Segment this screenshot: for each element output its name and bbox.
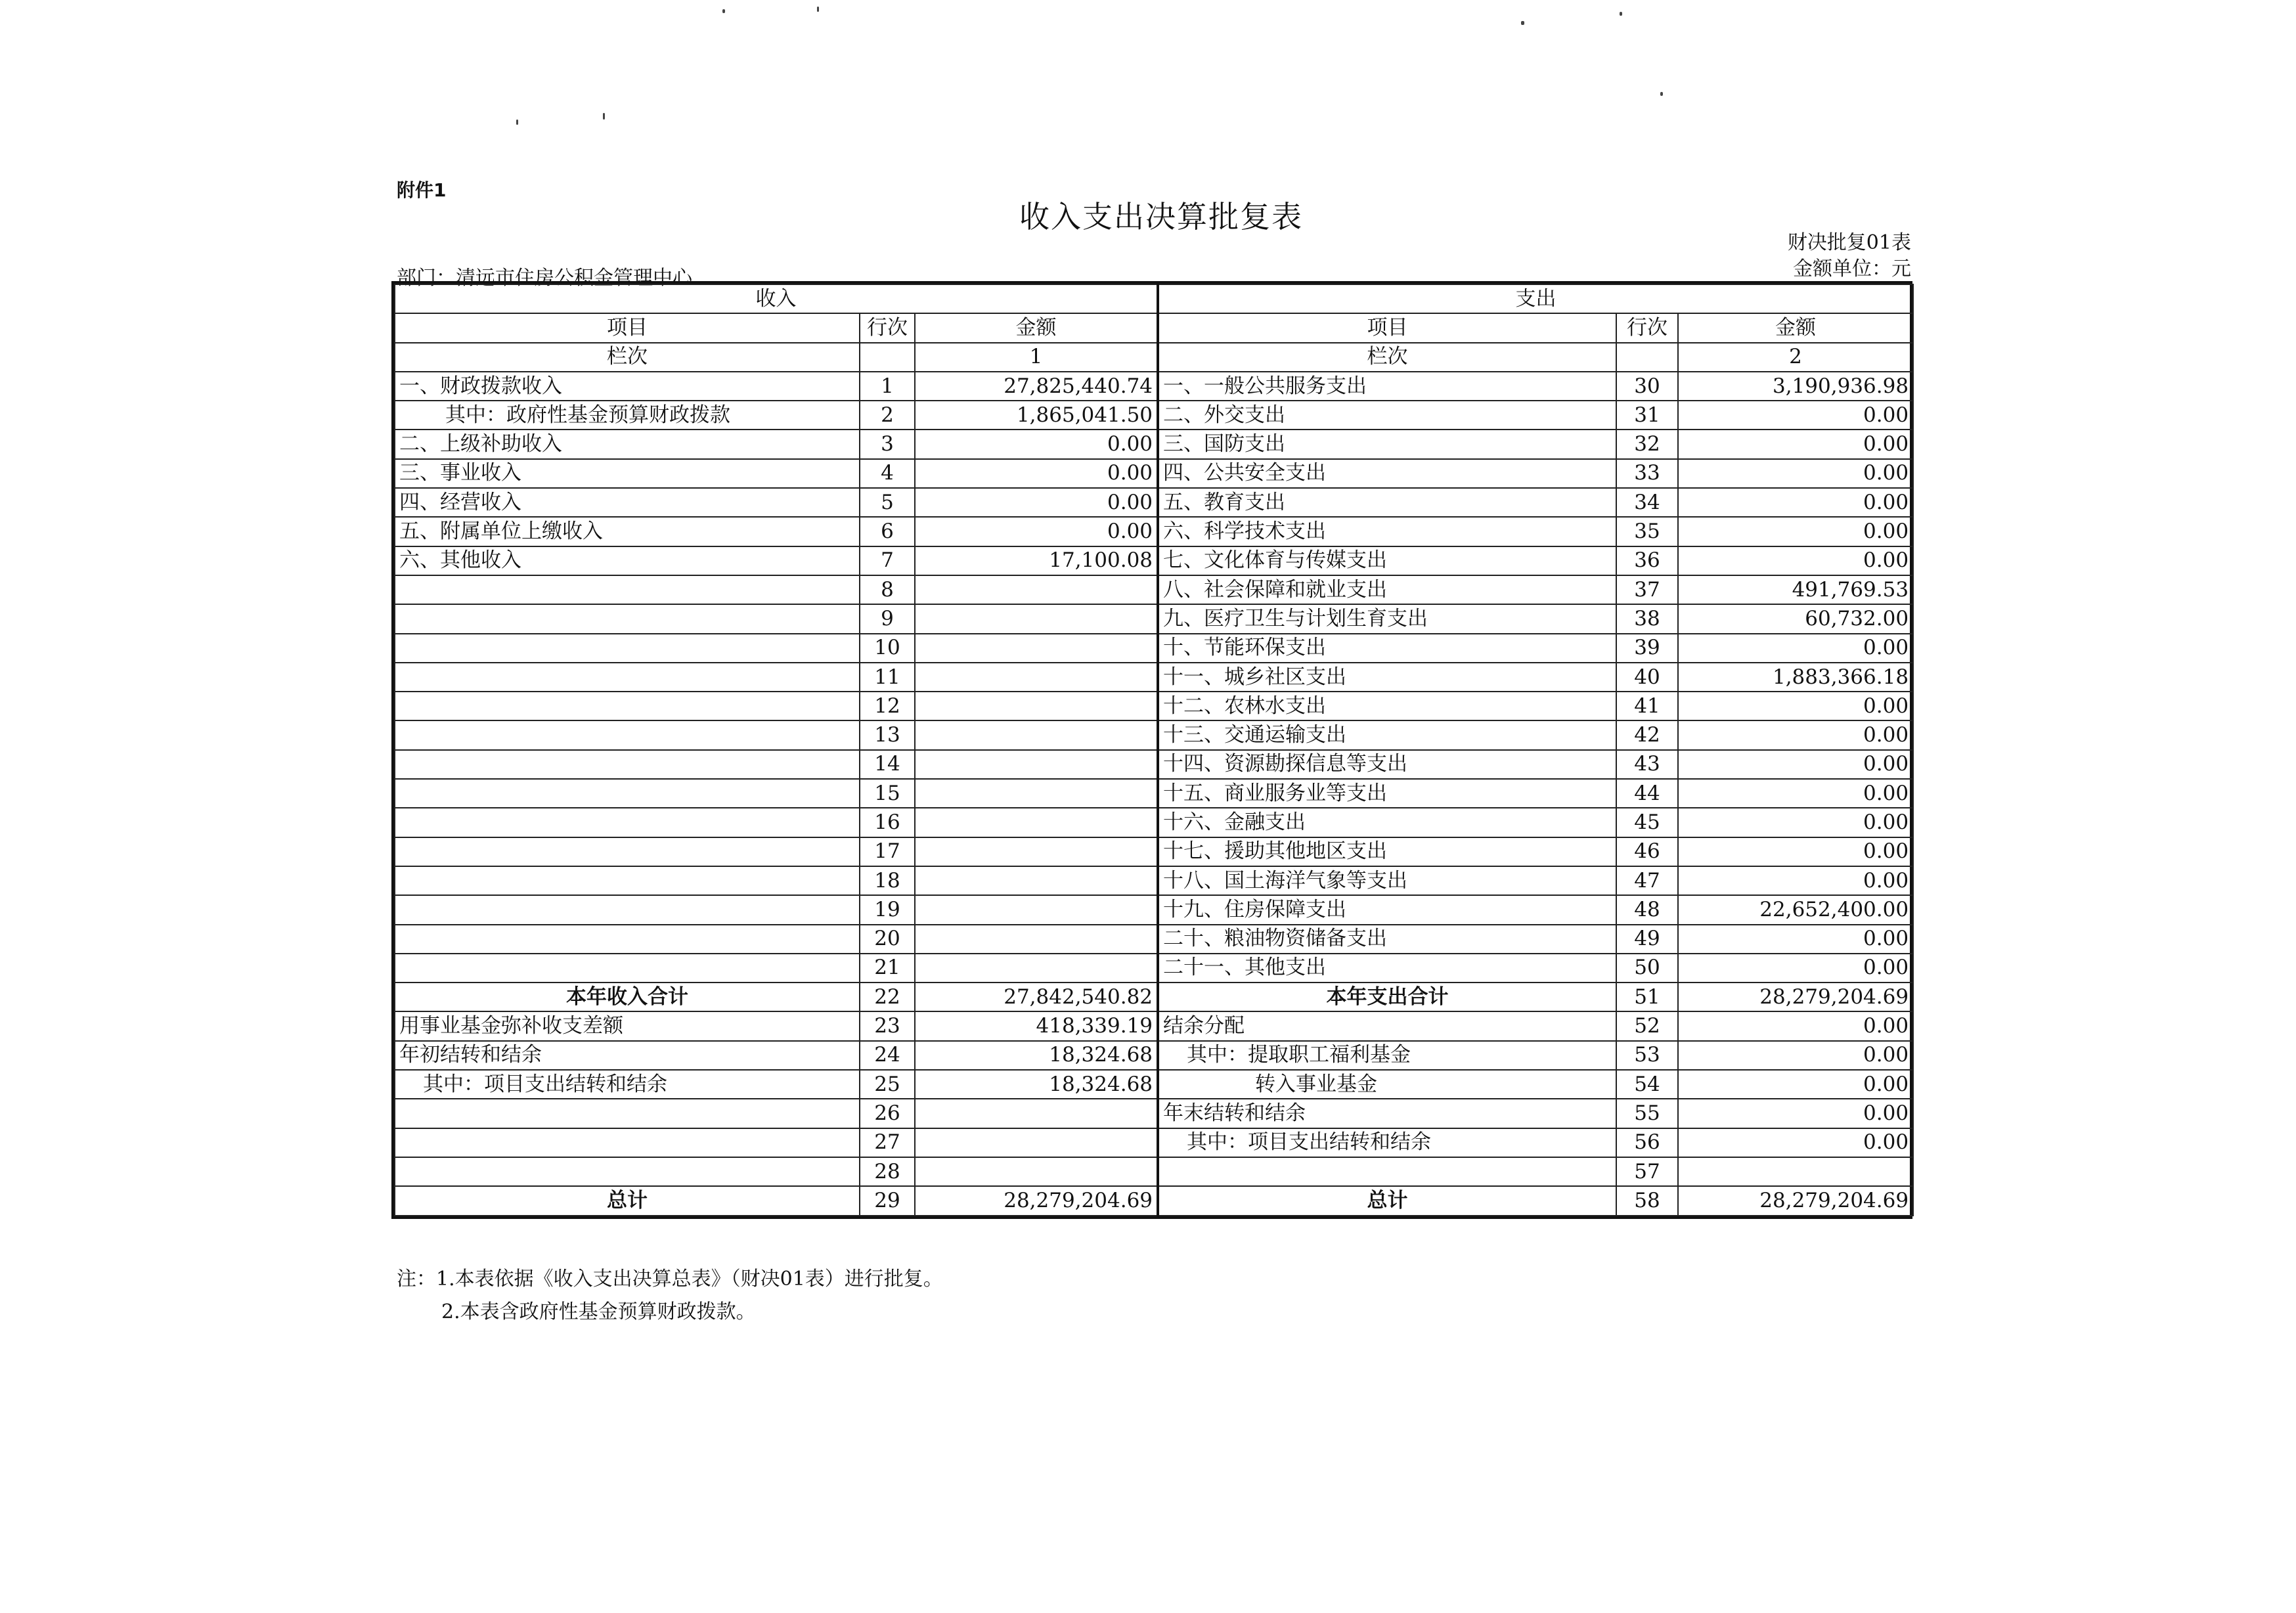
table-row (395, 575, 1913, 604)
income-amount (915, 720, 1158, 749)
expense-amount: 0.00 (1678, 954, 1913, 983)
expense-amount: 0.00 (1678, 488, 1913, 517)
income-amount (915, 663, 1158, 692)
expense-item: 十一、城乡社区支出 (1158, 663, 1616, 692)
expense-line-number: 35 (1616, 517, 1678, 546)
income-line-number: 9 (860, 604, 915, 633)
table-row (395, 866, 1913, 895)
income-amount (915, 1157, 1158, 1186)
income-item: 五、附属单位上缴收入 (395, 517, 860, 546)
income-line-number: 11 (860, 663, 915, 692)
income-amount (915, 779, 1158, 808)
expense-line-number: 34 (1616, 488, 1678, 517)
income-line-number: 7 (860, 546, 915, 575)
expense-amount (1678, 1157, 1913, 1186)
income-item: 一、财政拨款收入 (395, 372, 860, 401)
expense-amount: 60,732.00 (1678, 604, 1913, 633)
income-amount: 0.00 (915, 488, 1158, 517)
income-line-number: 12 (860, 692, 915, 720)
income-item (395, 1128, 860, 1157)
income-line-number: 1 (860, 372, 915, 401)
income-line-number: 26 (860, 1099, 915, 1128)
expense-item: 八、社会保障和就业支出 (1158, 575, 1616, 604)
expense-col-number: 2 (1678, 343, 1913, 372)
expense-amount: 0.00 (1678, 1099, 1913, 1128)
income-amount (915, 750, 1158, 779)
expense-line-number: 46 (1616, 837, 1678, 866)
income-line-number: 10 (860, 634, 915, 663)
income-amount: 418,339.19 (915, 1011, 1158, 1040)
table-row (395, 954, 1913, 983)
table-row (395, 517, 1913, 546)
column-header-row (395, 313, 1913, 342)
income-col-line: 行次 (860, 313, 915, 342)
expense-line-number: 36 (1616, 546, 1678, 575)
expense-amount: 0.00 (1678, 459, 1913, 488)
expense-item: 十六、金融支出 (1158, 808, 1616, 837)
expense-line-number: 44 (1616, 779, 1678, 808)
income-amount (915, 634, 1158, 663)
expense-item: 四、公共安全支出 (1158, 459, 1616, 488)
table-row (395, 1099, 1913, 1128)
expense-item: 十二、农林水支出 (1158, 692, 1616, 720)
expense-item: 十四、资源勘探信息等支出 (1158, 750, 1616, 779)
expense-amount: 0.00 (1678, 634, 1913, 663)
attachment-label: 附件1 (397, 179, 447, 201)
expense-line-number: 40 (1616, 663, 1678, 692)
income-item: 三、事业收入 (395, 459, 860, 488)
income-item (395, 720, 860, 749)
expense-line-number: 57 (1616, 1157, 1678, 1186)
expense-amount: 28,279,204.69 (1678, 983, 1913, 1011)
scan-speck (722, 9, 725, 13)
income-item (395, 895, 860, 924)
income-line-number: 13 (860, 720, 915, 749)
income-line-number: 14 (860, 750, 915, 779)
income-amount (915, 925, 1158, 954)
expense-amount: 1,883,366.18 (1678, 663, 1913, 692)
income-item: 六、其他收入 (395, 546, 860, 575)
income-line-number: 29 (860, 1186, 915, 1215)
income-line-number: 28 (860, 1157, 915, 1186)
table-row (395, 779, 1913, 808)
income-line-number: 18 (860, 866, 915, 895)
income-item: 其中：政府性基金预算财政拨款 (395, 401, 860, 430)
expense-amount: 0.00 (1678, 925, 1913, 954)
table-row (395, 1186, 1913, 1215)
income-amount: 28,279,204.69 (915, 1186, 1158, 1215)
income-item: 二、上级补助收入 (395, 430, 860, 458)
expense-item: 其中：项目支出结转和结余 (1158, 1128, 1616, 1157)
income-line-number: 21 (860, 954, 915, 983)
expense-line-number: 51 (1616, 983, 1678, 1011)
expense-line-number: 30 (1616, 372, 1678, 401)
income-item (395, 808, 860, 837)
page-title: 收入支出决算批复表 (1019, 199, 1303, 234)
income-amount: 0.00 (915, 459, 1158, 488)
expense-item: 结余分配 (1158, 1011, 1616, 1040)
scan-speck (603, 113, 605, 120)
income-line-number: 19 (860, 895, 915, 924)
income-line-number: 24 (860, 1041, 915, 1070)
scan-speck (1521, 21, 1524, 25)
expense-item: 转入事业基金 (1158, 1070, 1616, 1099)
expense-line-number: 58 (1616, 1186, 1678, 1215)
income-item (395, 1099, 860, 1128)
expense-col-item: 项目 (1158, 313, 1616, 342)
expense-item: 二十、粮油物资储备支出 (1158, 925, 1616, 954)
expense-amount: 0.00 (1678, 517, 1913, 546)
table-row (395, 808, 1913, 837)
approval-table (391, 281, 1912, 1219)
table-row (395, 488, 1913, 517)
expense-line-number: 41 (1616, 692, 1678, 720)
expense-line-number: 37 (1616, 575, 1678, 604)
expense-col-amount: 金额 (1678, 313, 1913, 342)
income-amount (915, 1128, 1158, 1157)
expense-item: 十、节能环保支出 (1158, 634, 1616, 663)
expense-line-number: 50 (1616, 954, 1678, 983)
expense-item: 五、教育支出 (1158, 488, 1616, 517)
scan-speck (817, 7, 819, 12)
income-amount (915, 692, 1158, 720)
expense-amount: 3,190,936.98 (1678, 372, 1913, 401)
expense-amount: 0.00 (1678, 401, 1913, 430)
income-amount (915, 866, 1158, 895)
income-col-item: 项目 (395, 313, 860, 342)
expense-line-number: 56 (1616, 1128, 1678, 1157)
income-amount (915, 1099, 1158, 1128)
income-line-number: 2 (860, 401, 915, 430)
income-item (395, 925, 860, 954)
income-line-number: 16 (860, 808, 915, 837)
income-amount: 18,324.68 (915, 1070, 1158, 1099)
expense-line-number: 32 (1616, 430, 1678, 458)
expense-amount: 0.00 (1678, 692, 1913, 720)
income-header: 收入 (395, 284, 1158, 313)
table-row (395, 983, 1913, 1011)
expense-amount: 0.00 (1678, 430, 1913, 458)
expense-line-blank (1616, 343, 1678, 372)
income-line-number: 20 (860, 925, 915, 954)
scan-speck (1620, 12, 1622, 16)
income-item (395, 779, 860, 808)
expense-line-number: 33 (1616, 459, 1678, 488)
expense-amount: 0.00 (1678, 750, 1913, 779)
expense-item: 十八、国土海洋气象等支出 (1158, 866, 1616, 895)
table-row (395, 1070, 1913, 1099)
column-number-row (395, 343, 1913, 372)
expense-amount: 0.00 (1678, 1011, 1913, 1040)
expense-amount: 0.00 (1678, 1070, 1913, 1099)
expense-amount: 0.00 (1678, 1041, 1913, 1070)
table-row (395, 720, 1913, 749)
income-item (395, 575, 860, 604)
income-item: 用事业基金弥补收支差额 (395, 1011, 860, 1040)
table-row (395, 459, 1913, 488)
expense-amount: 22,652,400.00 (1678, 895, 1913, 924)
income-amount: 0.00 (915, 517, 1158, 546)
expense-line-number: 55 (1616, 1099, 1678, 1128)
table-row (395, 401, 1913, 430)
expense-line-number: 48 (1616, 895, 1678, 924)
table-row (395, 663, 1913, 692)
income-item (395, 837, 860, 866)
table-row (395, 372, 1913, 401)
income-line-number: 6 (860, 517, 915, 546)
expense-line-number: 43 (1616, 750, 1678, 779)
income-line-number: 22 (860, 983, 915, 1011)
table-body (395, 372, 1913, 1216)
expense-amount: 28,279,204.69 (1678, 1186, 1913, 1215)
income-amount: 1,865,041.50 (915, 401, 1158, 430)
expense-item: 年末结转和结余 (1158, 1099, 1616, 1128)
income-item: 其中：项目支出结转和结余 (395, 1070, 860, 1099)
income-amount: 27,842,540.82 (915, 983, 1158, 1011)
expense-line-number: 42 (1616, 720, 1678, 749)
table-row (395, 1011, 1913, 1040)
income-line-number: 8 (860, 575, 915, 604)
scan-speck (1660, 92, 1663, 96)
department-label: 部门：清远市住房公积金管理中心 (397, 267, 692, 290)
income-line-number: 25 (860, 1070, 915, 1099)
income-line-number: 23 (860, 1011, 915, 1040)
expense-line-number: 31 (1616, 401, 1678, 430)
table-row (395, 692, 1913, 720)
note-1: 注：1.本表依据《收入支出决算总表》（财决01表）进行批复。 (397, 1268, 943, 1291)
income-item (395, 663, 860, 692)
expense-header: 支出 (1158, 284, 1913, 313)
income-item: 年初结转和结余 (395, 1041, 860, 1070)
income-line-number: 4 (860, 459, 915, 488)
expense-item: 十三、交通运输支出 (1158, 720, 1616, 749)
expense-line-number: 54 (1616, 1070, 1678, 1099)
income-item (395, 634, 860, 663)
expense-item: 九、医疗卫生与计划生育支出 (1158, 604, 1616, 633)
table-row (395, 546, 1913, 575)
expense-amount: 0.00 (1678, 546, 1913, 575)
income-item (395, 604, 860, 633)
expense-item (1158, 1157, 1616, 1186)
income-amount (915, 808, 1158, 837)
income-item: 四、经营收入 (395, 488, 860, 517)
expense-amount: 0.00 (1678, 779, 1913, 808)
expense-item: 其中：提取职工福利基金 (1158, 1041, 1616, 1070)
table-row (395, 837, 1913, 866)
income-item: 总计 (395, 1186, 860, 1215)
expense-item: 七、文化体育与传媒支出 (1158, 546, 1616, 575)
income-item (395, 750, 860, 779)
table-row (395, 895, 1913, 924)
expense-item: 一、一般公共服务支出 (1158, 372, 1616, 401)
expense-line-number: 53 (1616, 1041, 1678, 1070)
income-item (395, 954, 860, 983)
expense-amount: 491,769.53 (1678, 575, 1913, 604)
expense-item: 十九、住房保障支出 (1158, 895, 1616, 924)
income-amount (915, 604, 1158, 633)
table-row (395, 430, 1913, 458)
income-item (395, 1157, 860, 1186)
amount-unit: 金额单位：元 (1793, 257, 1911, 280)
income-col-amount: 金额 (915, 313, 1158, 342)
expense-amount: 0.00 (1678, 808, 1913, 837)
income-col-number: 1 (915, 343, 1158, 372)
expense-item: 十五、商业服务业等支出 (1158, 779, 1616, 808)
expense-amount: 0.00 (1678, 720, 1913, 749)
expense-amount: 0.00 (1678, 1128, 1913, 1157)
income-amount: 27,825,440.74 (915, 372, 1158, 401)
expense-line-number: 52 (1616, 1011, 1678, 1040)
income-line-number: 5 (860, 488, 915, 517)
expense-item: 本年支出合计 (1158, 983, 1616, 1011)
income-item (395, 692, 860, 720)
table-row (395, 634, 1913, 663)
expense-item: 二十一、其他支出 (1158, 954, 1616, 983)
income-amount: 18,324.68 (915, 1041, 1158, 1070)
income-amount: 0.00 (915, 430, 1158, 458)
expense-item: 总计 (1158, 1186, 1616, 1215)
income-line-number: 15 (860, 779, 915, 808)
table-row (395, 604, 1913, 633)
income-row-label: 栏次 (395, 343, 860, 372)
table-row (395, 925, 1913, 954)
income-amount (915, 895, 1158, 924)
income-amount (915, 575, 1158, 604)
income-amount (915, 954, 1158, 983)
income-item: 本年收入合计 (395, 983, 860, 1011)
section-header-row (395, 284, 1913, 313)
expense-line-number: 45 (1616, 808, 1678, 837)
income-amount (915, 837, 1158, 866)
income-amount: 17,100.08 (915, 546, 1158, 575)
income-line-number: 3 (860, 430, 915, 458)
expense-amount: 0.00 (1678, 837, 1913, 866)
expense-col-line: 行次 (1616, 313, 1678, 342)
expense-item: 十七、援助其他地区支出 (1158, 837, 1616, 866)
expense-line-number: 39 (1616, 634, 1678, 663)
expense-line-number: 49 (1616, 925, 1678, 954)
table-row (395, 750, 1913, 779)
expense-item: 六、科学技术支出 (1158, 517, 1616, 546)
table-row (395, 1128, 1913, 1157)
expense-item: 二、外交支出 (1158, 401, 1616, 430)
income-line-number: 27 (860, 1128, 915, 1157)
form-number: 财决批复01表 (1787, 231, 1911, 254)
expense-amount: 0.00 (1678, 866, 1913, 895)
note-2: 2.本表含政府性基金预算财政拨款。 (441, 1300, 756, 1323)
expense-item: 三、国防支出 (1158, 430, 1616, 458)
income-line-number: 17 (860, 837, 915, 866)
expense-row-label: 栏次 (1158, 343, 1616, 372)
income-item (395, 866, 860, 895)
table-row (395, 1157, 1913, 1186)
expense-line-number: 47 (1616, 866, 1678, 895)
expense-line-number: 38 (1616, 604, 1678, 633)
table-row (395, 1041, 1913, 1070)
income-line-blank (860, 343, 915, 372)
scan-speck (516, 120, 518, 125)
